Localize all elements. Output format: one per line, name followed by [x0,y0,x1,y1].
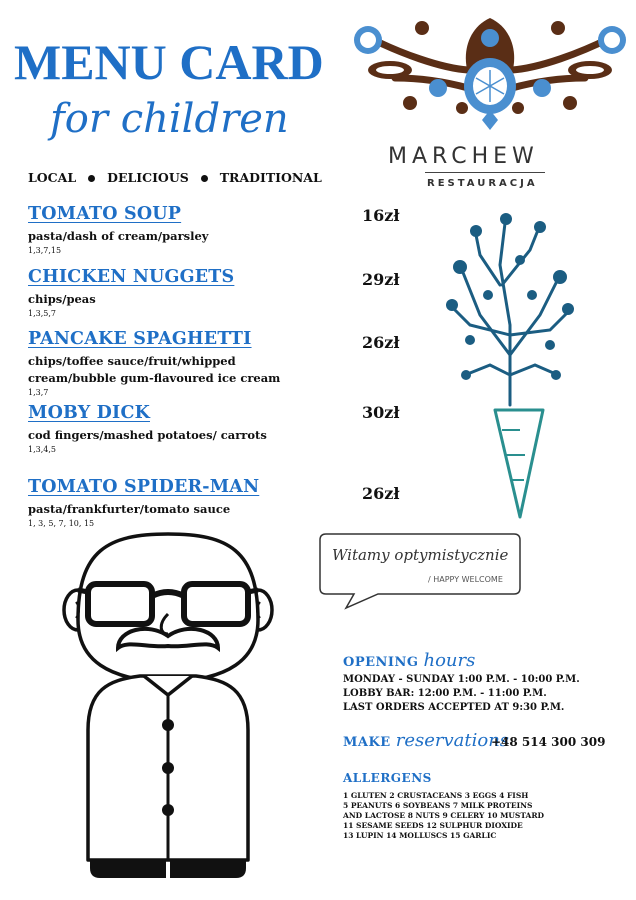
welcome-text: Witamy optymistycznie [332,546,509,564]
item-name: CHICKEN NUGGETS [28,267,235,287]
reservations-heading [343,730,509,751]
menu-subtitle: for children [50,96,289,142]
item-price: 30zł [362,403,400,422]
bullet-icon [88,175,95,182]
allergen-line: 1 GLUTEN 2 CRUSTACEANS 3 EGGS 4 FISH [343,791,529,800]
menu-item [28,477,328,528]
brand-subtitle: RESTAURACJA [427,178,538,189]
reservations-head-script: reservations [395,730,510,751]
item-price: 26zł [362,484,400,503]
brand-name: MARCHEW [388,144,539,169]
item-description: pasta/dash of cream/parsley [28,229,209,243]
item-description: pasta/frankfurter/tomato sauce [28,502,231,516]
folk-ornament-icon [350,8,630,138]
allergen-line: 11 SESAME SEEDS 12 SULPHUR DIOXIDE [343,821,523,830]
allergen-line: AND LACTOSE 8 NUTS 9 CELERY 10 MUSTARD [343,811,545,820]
opening-head-script: hours [423,650,476,671]
item-name: TOMATO SPIDER-MAN [28,477,260,497]
menu-title: MENU CARD [14,34,324,90]
item-price: 26zł [362,333,400,352]
item-price: 29zł [362,270,400,289]
tagline-local: LOCAL [28,170,77,185]
item-allergens: 1, 3, 5, 7, 10, 15 [28,519,95,528]
carrot-illustration-icon [440,205,580,525]
item-name: PANCAKE SPAGHETTI [28,329,252,349]
mustache-man-illustration-icon [48,530,288,882]
allergens-heading: ALLERGENS [343,771,432,785]
hours-line: LOBBY BAR: 12:00 P.M. - 11:00 P.M. [343,688,547,699]
phone-number[interactable]: +48 514 300 309 [491,735,606,749]
speech-bubble-icon [318,532,524,612]
brand-divider [425,172,545,173]
reservations-head-label: MAKE [343,735,391,750]
hours-line: LAST ORDERS ACCEPTED AT 9:30 P.M. [343,702,565,713]
item-description: chips/peas [28,292,96,306]
welcome-subtext: / HAPPY WELCOME [428,575,503,584]
item-allergens: 1,3,7,15 [28,246,62,255]
allergen-line: 13 LUPIN 14 MOLLUSCS 15 GARLIC [343,831,497,840]
item-description: cod fingers/mashed potatoes/ carrots [28,428,267,442]
allergen-line: 5 PEANUTS 6 SOYBEANS 7 MILK PROTEINS [343,801,533,810]
opening-head-label: OPENING [343,655,419,670]
hours-line: MONDAY - SUNDAY 1:00 P.M. - 10:00 P.M. [343,674,580,685]
item-allergens: 1,3,4,5 [28,445,56,454]
item-name: MOBY DICK [28,403,150,423]
menu-item [28,403,328,454]
tagline-delicious: DELICIOUS [107,170,189,185]
menu-item [28,329,308,397]
menu-item [28,267,328,318]
item-description: chips/toffee sauce/fruit/whipped cream/bubble gum-flavoured ice cream [28,354,281,385]
opening-heading [343,650,475,671]
tagline [28,170,322,185]
item-name: TOMATO SOUP [28,204,182,224]
item-price: 16zł [362,206,400,225]
bullet-icon [201,175,208,182]
tagline-traditional: TRADITIONAL [219,170,322,185]
menu-item [28,204,328,255]
item-allergens: 1,3,5,7 [28,309,56,318]
item-allergens: 1,3,7 [28,388,49,397]
